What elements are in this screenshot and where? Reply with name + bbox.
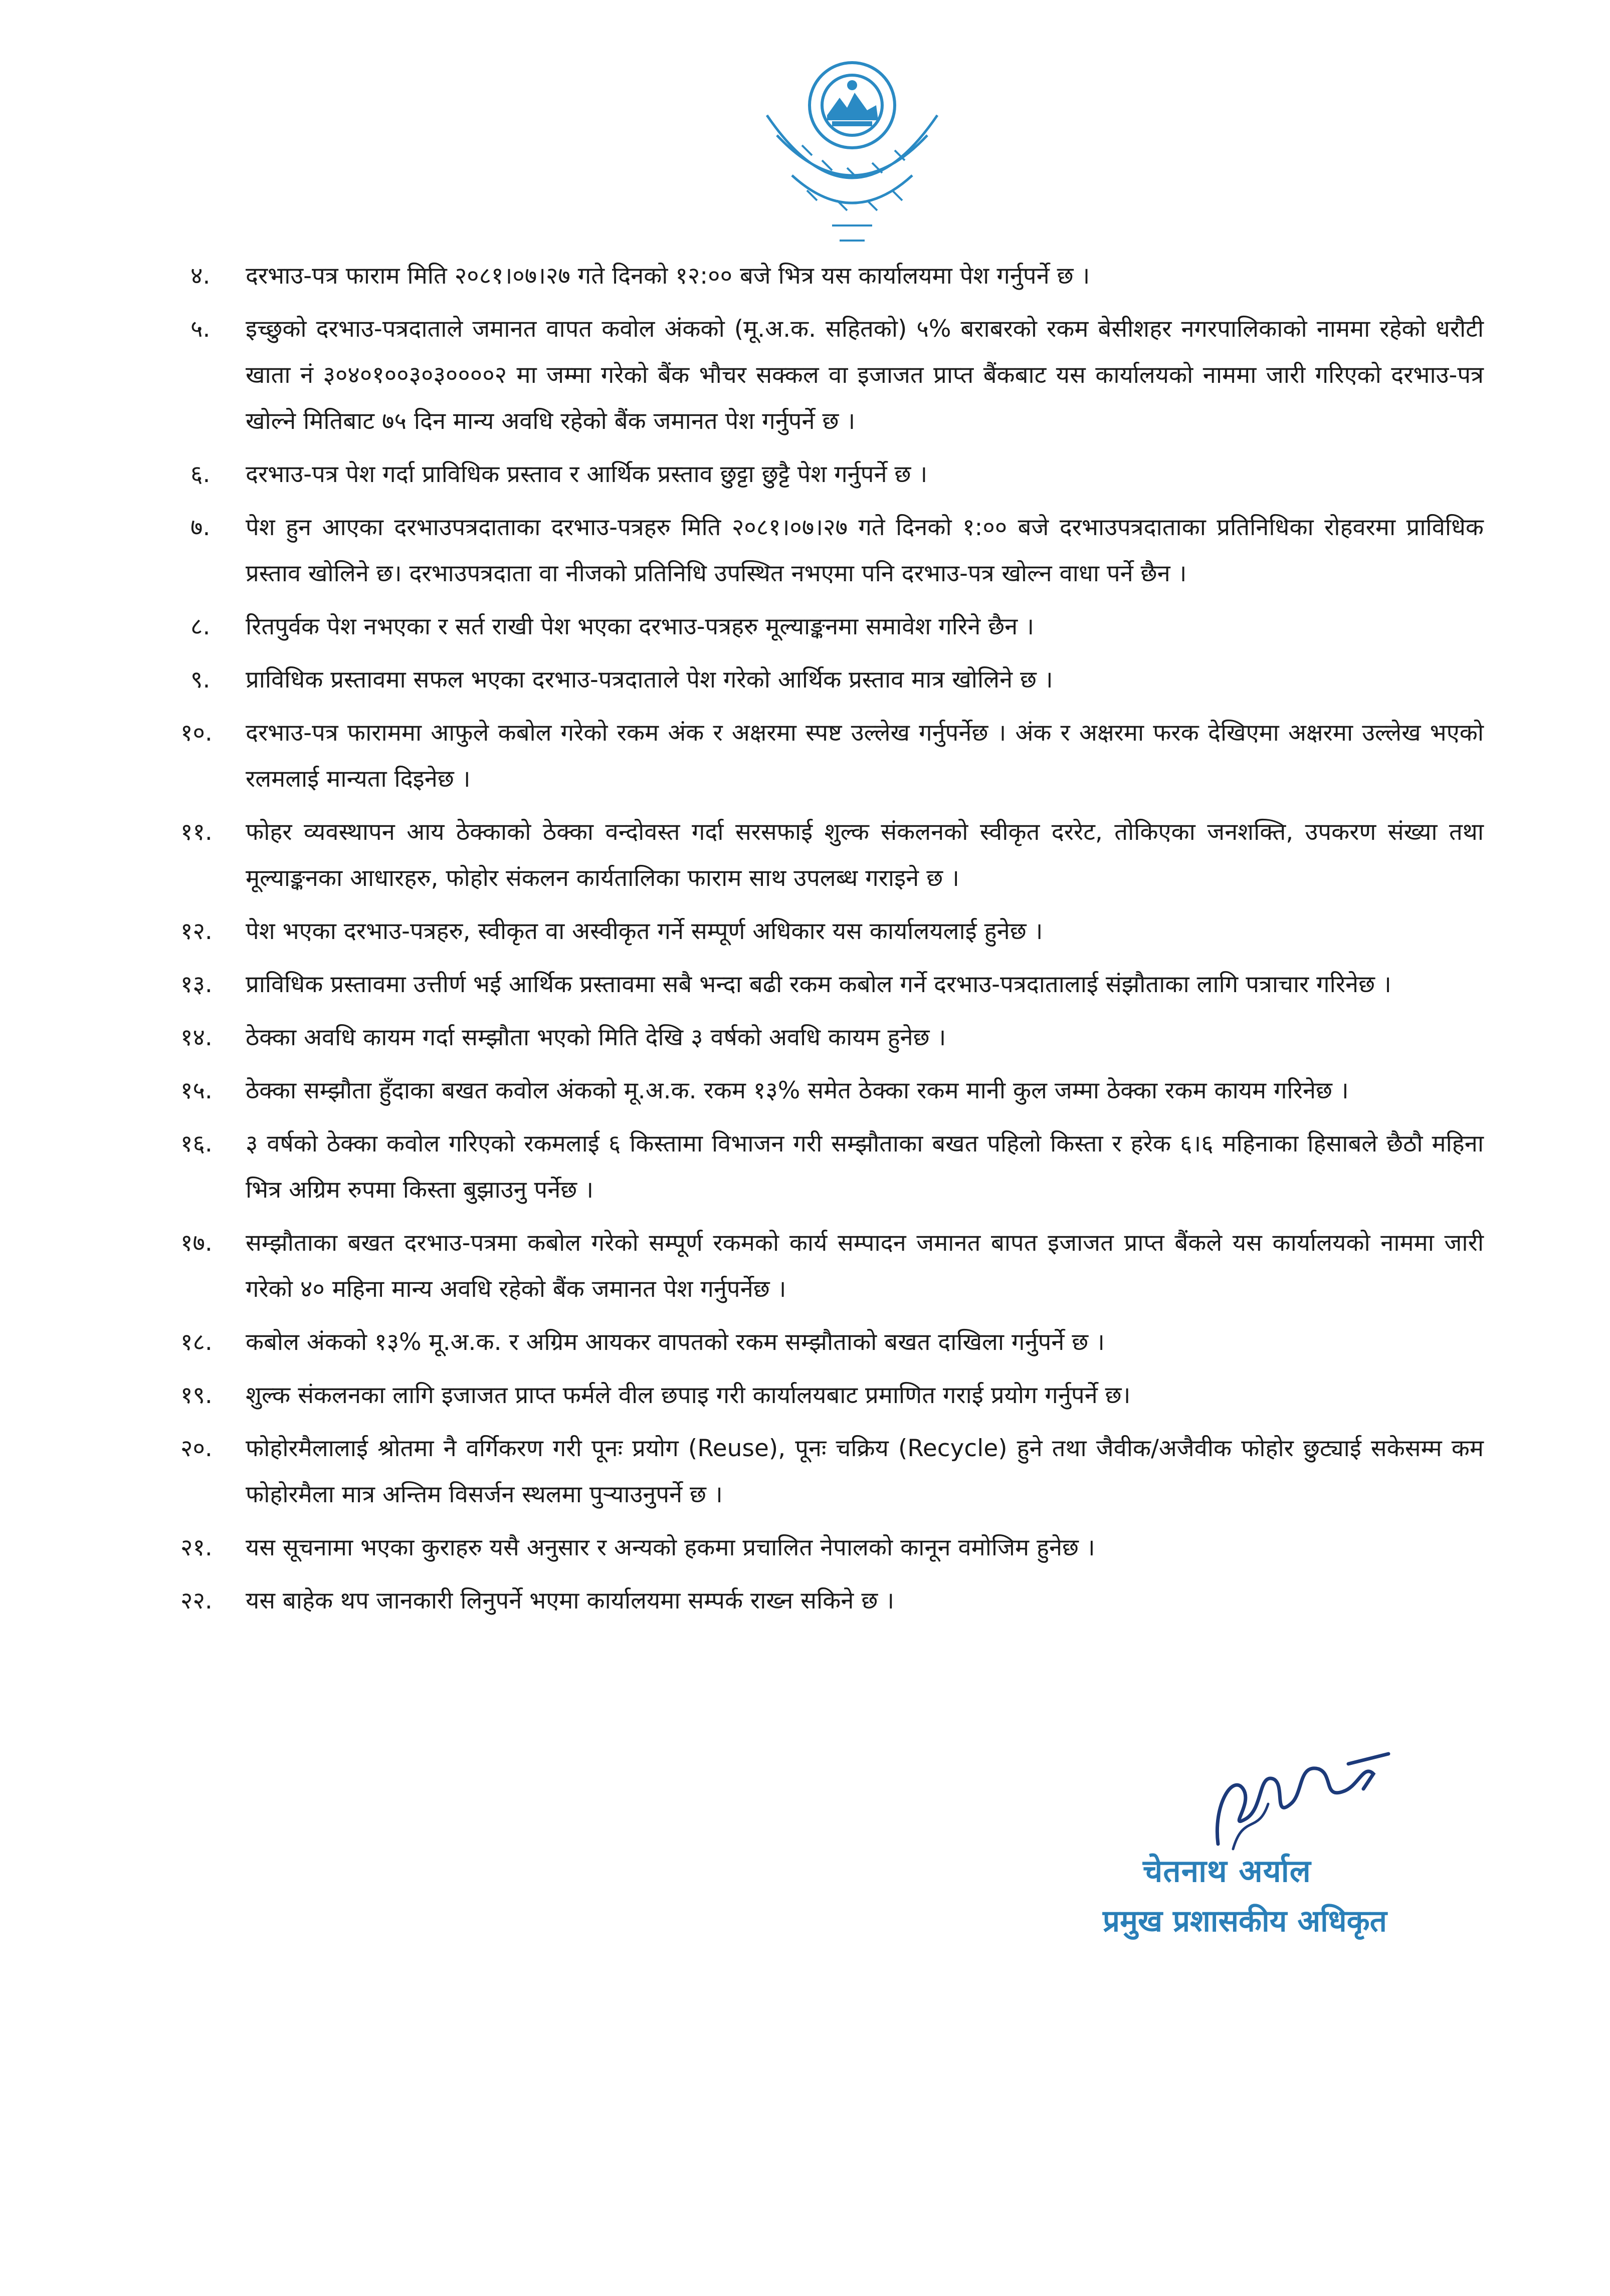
item-text: यस बाहेक थप जानकारी लिनुपर्ने भएमा कार्यालयमा सम्पर्क राख्न सकिने छ । — [246, 1587, 895, 1615]
signatory-name: चेतनाथ अर्याल — [1143, 1853, 1311, 1889]
list-item — [190, 505, 1484, 597]
item-number: ५. — [190, 315, 211, 343]
item-text: रितपुर्वक पेश नभएका र सर्त राखी पेश भएका दरभाउ-पत्रहरु मूल्याङ्कनमा समावेश गरिने छैन । — [246, 613, 1035, 640]
item-number: २०. — [180, 1435, 213, 1462]
item-number: १८. — [180, 1328, 213, 1356]
list-item — [180, 962, 1484, 1008]
list-item — [190, 306, 1484, 444]
item-number: ८. — [190, 613, 211, 640]
item-text: शुल्क संकलनका लागि इजाजत प्राप्त फर्मले वील छपाइ गरी कार्यालयबाट प्रमाणित गराई प्रयोग गर्नुपर्ने छ। — [246, 1382, 1131, 1409]
list-item — [190, 604, 1484, 650]
list-item — [180, 1372, 1484, 1419]
item-text: ठेक्का अवधि कायम गर्दा सम्झौता भएको मिति देखि ३ वर्षको अवधि कायम हुनेछ । — [246, 1024, 946, 1051]
item-number: ४. — [190, 262, 211, 290]
signatory-title: प्रमुख प्रशासकीय अधिकृत — [1103, 1904, 1387, 1939]
municipality-seal — [747, 50, 957, 271]
item-text: फोहर व्यवस्थापन आय ठेक्काको ठेक्का वन्दोवस्त गर्दा सरसफाई शुल्क संकलनको स्वीकृत दररेट, तोकिएका जनशक्ति, उपकरण संख्या तथा मूल्याङ्कनका आधारहरु, फोहोर संकलन कार्यतालिका फाराम साथ उपलब्ध गराइने छ । — [246, 818, 1484, 892]
list-item — [180, 710, 1484, 802]
item-number: ६. — [190, 461, 211, 488]
item-number: २१. — [180, 1534, 213, 1561]
handwritten-signature — [1198, 1744, 1408, 1854]
list-item — [180, 1068, 1484, 1114]
item-number: ७. — [190, 514, 211, 541]
item-text: यस सूचनामा भएका कुराहरु यसै अनुसार र अन्यको हकमा प्रचालित नेपालको कानून वमोजिम हुनेछ । — [246, 1534, 1095, 1561]
item-number: १९. — [180, 1382, 213, 1409]
item-number: १४. — [180, 1024, 213, 1051]
list-item — [180, 1319, 1484, 1365]
item-text: सम्झौताका बखत दरभाउ-पत्रमा कबोल गरेको सम्पूर्ण रकमको कार्य सम्पादन जमानत बापत इजाजत प्राप्त बैंकले यस कार्यालयको नाममा जारी गरेको ४० महिना मान्य अवधि रहेको बैंक जमानत पेश गर्नुपर्नेछ । — [246, 1229, 1484, 1303]
item-text: फोहोरमैलालाई श्रोतमा नै वर्गिकरण गरी पूनः प्रयोग (Reuse), पूनः चक्रिय (Recycle) हुने तथा जैवीक/अजैवीक फोहोर छुट्याई सकेसम्म कम फोहोरमैला मात्र अन्तिम विसर्जन स्थलमा पुर्‍याउनुपर्ने छ । — [246, 1435, 1484, 1508]
item-text: प्राविधिक प्रस्तावमा सफल भएका दरभाउ-पत्रदाताले पेश गरेको आर्थिक प्रस्ताव मात्र खोलिने छ । — [246, 666, 1053, 694]
list-item — [180, 1578, 1484, 1624]
list-item — [190, 253, 1484, 299]
item-number: ११. — [180, 818, 213, 846]
item-number: १६. — [180, 1130, 213, 1158]
list-item — [180, 1426, 1484, 1518]
list-item — [190, 657, 1484, 703]
list-item — [180, 1121, 1484, 1213]
item-text: पेश हुन आएका दरभाउपत्रदाताका दरभाउ-पत्रहरु मिति २०८१।०७।२७ गते दिनको १:०० बजे दरभाउपत्रदाताका प्रतिनिधिका रोहवरमा प्राविधिक प्रस्ताव खोलिने छ। दरभाउपत्रदाता वा नीजको प्रतिनिधि उपस्थित नभएमा पनि दरभाउ-पत्र खोल्न वाधा पर्ने छैन । — [246, 514, 1484, 587]
item-number: १५. — [180, 1077, 213, 1104]
list-item — [180, 1220, 1484, 1312]
notice-conditions-list — [180, 253, 1484, 1631]
item-number: २२. — [180, 1587, 213, 1615]
list-item — [180, 1015, 1484, 1061]
list-item — [190, 451, 1484, 498]
item-text: प्राविधिक प्रस्तावमा उत्तीर्ण भई आर्थिक प्रस्तावमा सबै भन्दा बढी रकम कबोल गर्ने दरभाउ-पत्रदातालाई संझौताका लागि पत्राचार गरिनेछ । — [246, 971, 1391, 998]
item-text: इच्छुको दरभाउ-पत्रदाताले जमानत वापत कवोल अंकको (मू.अ.क. सहितको) ५% बराबरको रकम बेसीशहर नगरपालिकाको नाममा रहेको धरौटी खाता नं ३०४०१००३०३००००२ मा जम्मा गरेको बैंक भौचर सक्कल वा इजाजत प्राप्त बैंकबाट यस कार्यालयको नाममा जारी गरिएको दरभाउ-पत्र खोल्ने मितिबाट ७५ दिन मान्य अवधि रहेको बैंक जमानत पेश गर्नुपर्ने छ । — [246, 315, 1484, 435]
item-number: १०. — [180, 719, 213, 747]
item-text: दरभाउ-पत्र पेश गर्दा प्राविधिक प्रस्ताव र आर्थिक प्रस्ताव छुट्टा छुट्टै पेश गर्नुपर्ने छ । — [246, 461, 928, 488]
item-text: ठेक्का सम्झौता हुँदाका बखत कवोल अंकको मू.अ.क. रकम १३% समेत ठेक्का रकम मानी कुल जम्मा ठेक्का रकम कायम गरिनेछ । — [246, 1077, 1349, 1104]
list-item — [180, 809, 1484, 901]
list-item — [180, 1525, 1484, 1571]
item-number: १७. — [180, 1229, 213, 1257]
item-number: १२. — [180, 917, 213, 945]
item-text: दरभाउ-पत्र फाराममा आफुले कबोल गरेको रकम अंक र अक्षरमा स्पष्ट उल्लेख गर्नुपर्नेछ । अंक र अक्षरमा फरक देखिएमा अक्षरमा उल्लेख भएको रलमलाई मान्यता दिइनेछ । — [246, 719, 1484, 793]
item-text: कबोल अंकको १३% मू.अ.क. र अग्रिम आयकर वापतको रकम सम्झौताको बखत दाखिला गर्नुपर्ने छ । — [246, 1328, 1105, 1356]
list-item — [180, 908, 1484, 955]
item-text: ३ वर्षको ठेक्का कवोल गरिएको रकमलाई ६ किस्तामा विभाजन गरी सम्झौताका बखत पहिलो किस्ता र हरेक ६।६ महिनाका हिसाबले छैठौ महिना भित्र अग्रिम रुपमा किस्ता बुझाउनु पर्नेछ । — [246, 1130, 1484, 1204]
item-number: १३. — [180, 971, 213, 998]
item-number: ९. — [190, 666, 211, 694]
item-text: पेश भएका दरभाउ-पत्रहरु, स्वीकृत वा अस्वीकृत गर्ने सम्पूर्ण अधिकार यस कार्यालयलाई हुनेछ । — [246, 917, 1043, 945]
item-text: दरभाउ-पत्र फाराम मिति २०८१।०७।२७ गते दिनको १२:०० बजे भित्र यस कार्यालयमा पेश गर्नुपर्ने छ । — [246, 262, 1090, 290]
